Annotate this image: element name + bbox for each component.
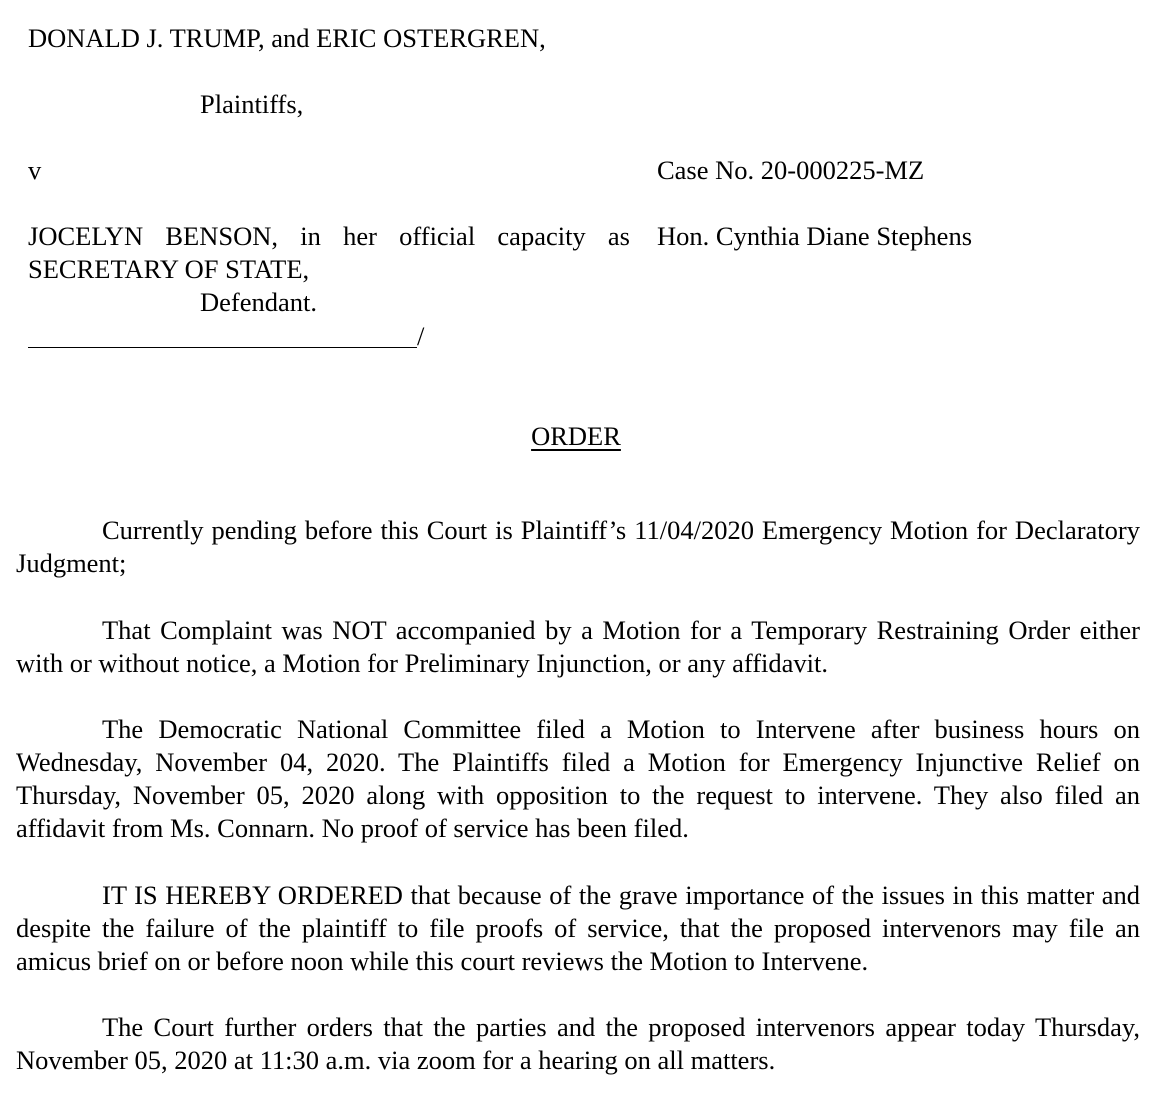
paragraph-pending-motion: Currently pending before this Court is Plaintiff’s 11/04/2020 Emergency Motion for Declaratory Judgment; bbox=[16, 515, 1140, 578]
case-number: Case No. 20-000225-MZ bbox=[657, 155, 925, 185]
judge-name: Hon. Cynthia Diane Stephens bbox=[657, 221, 973, 251]
versus-label: v bbox=[28, 155, 42, 185]
caption-rule bbox=[28, 347, 417, 348]
plaintiffs-names: DONALD J. TRUMP, and ERIC OSTERGREN, bbox=[28, 23, 546, 53]
caption-rule-slash: / bbox=[417, 321, 425, 351]
paragraph-filings: The Democratic National Committee filed a Motion to Intervene after business hours on Wednesday, November 04, 2020. The Plaintiffs filed a Motion for Emergency Injunctive Relief on Thursday, November 05, 2020 along with opposition to the request to intervene. They also filed an affidavit from Ms. Connarn. No proof of service has been filed. bbox=[16, 714, 1140, 843]
plaintiffs-role: Plaintiffs, bbox=[200, 89, 304, 119]
defendant-line-1: JOCELYN BENSON, in her official capacity as bbox=[28, 221, 630, 251]
paragraph-ordered: IT IS HEREBY ORDERED that because of the grave importance of the issues in this matter and despite the failure of the plaintiff to file proofs of service, that the proposed intervenors may file an amicus brief on or before noon while this court reviews the Motion to Intervene. bbox=[16, 880, 1140, 976]
paragraph-hearing: The Court further orders that the parties and the proposed intervenors appear today Thursday, November 05, 2020 at 11:30 a.m. via zoom for a hearing on all matters. bbox=[16, 1012, 1140, 1075]
order-title: ORDER bbox=[531, 421, 621, 451]
defendant-role: Defendant. bbox=[200, 287, 317, 317]
paragraph-complaint: That Complaint was NOT accompanied by a Motion for a Temporary Restraining Order either with or without notice, a Motion for Preliminary Injunction, or any affidavit. bbox=[16, 615, 1140, 678]
defendant-line-2: SECRETARY OF STATE, bbox=[28, 254, 310, 284]
